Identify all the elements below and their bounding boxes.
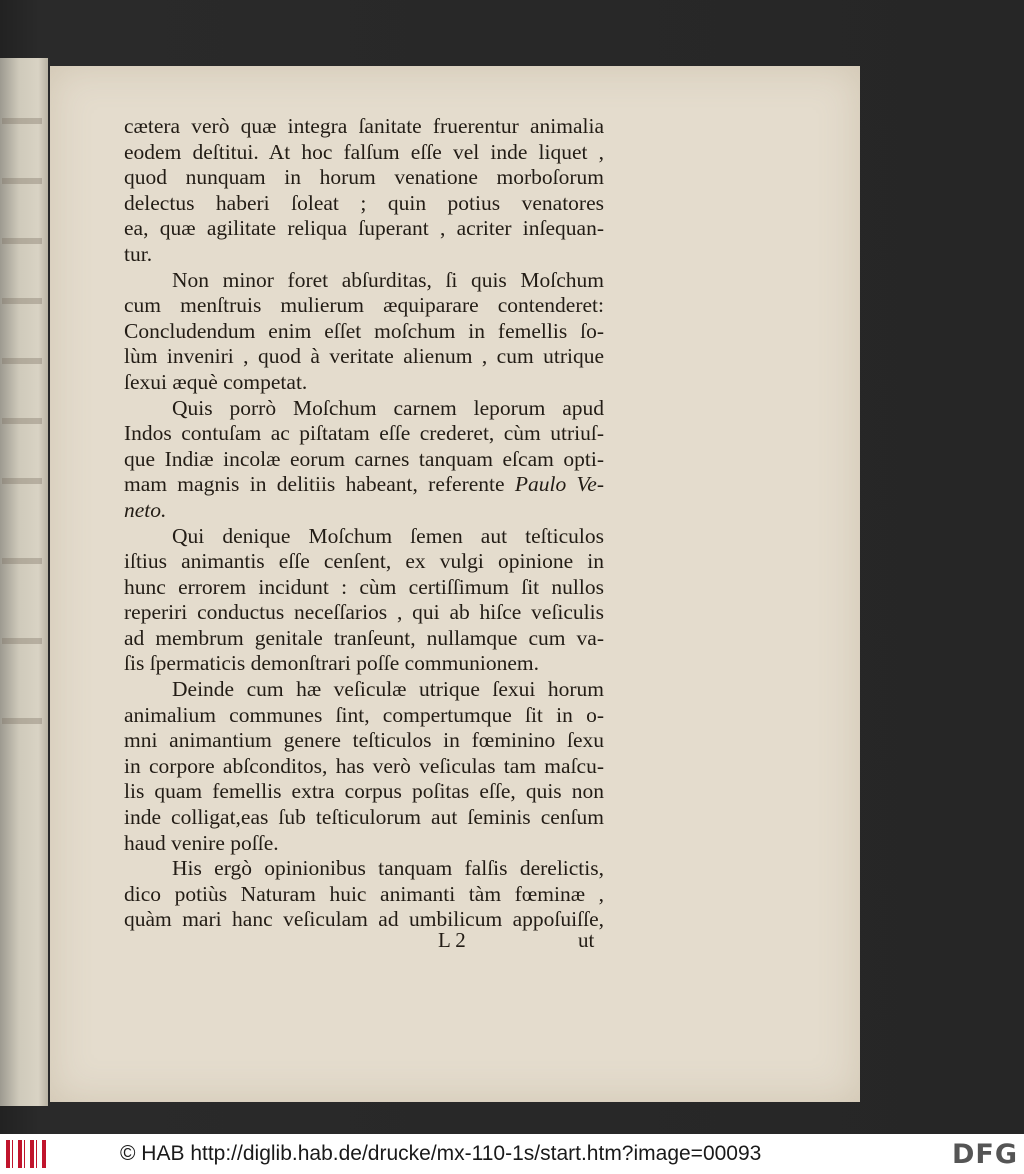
- source-credit-link[interactable]: © HAB http://diglib.hab.de/drucke/mx-110-1s/start.htm?image=00093: [120, 1142, 762, 1165]
- text-line: [124, 600, 604, 626]
- text-line: [124, 140, 604, 166]
- text-line: [124, 907, 604, 933]
- text-line: [124, 651, 604, 677]
- text-line-content: ea, quæ agilitate reliqua ſuperant , acriter inſequan-: [124, 216, 604, 241]
- text-line-content: Concludendum enim eſſet moſchum in femellis ſo-: [124, 318, 604, 343]
- text-line: [124, 549, 604, 575]
- text-line: [124, 396, 604, 422]
- text-line-content: Qui denique Moſchum ſemen aut teſticulos: [172, 523, 604, 548]
- text-line-content: lis quam femellis extra corpus poſitas eſſe, quis non: [124, 779, 604, 804]
- text-line-content: dico potiùs Naturam huic animanti tàm fœminæ ,: [124, 881, 604, 906]
- text-line: [124, 805, 604, 831]
- text-line-content: Indos contuſam ac piſtatam eſſe crederet, cùm utriuſ-: [124, 421, 604, 446]
- text-line-content: mni animantium genere teſticulos in fœminino ſexu: [124, 728, 604, 753]
- text-line: [124, 165, 604, 191]
- text-line-content: eodem deſtitui. At hoc falſum eſſe vel inde liquet ,: [124, 139, 604, 164]
- text-line: [124, 370, 604, 396]
- text-line: [124, 344, 604, 370]
- text-line-content: cætera verò quæ integra ſanitate fruerentur animalia: [124, 114, 604, 138]
- facing-page-edge: [0, 58, 48, 1106]
- signature-mark: L 2: [438, 928, 466, 952]
- text-line-content: His ergò opinionibus tanquam falſis derelictis,: [172, 856, 604, 881]
- text-line: [124, 754, 604, 780]
- text-line: [124, 524, 604, 550]
- text-line: [124, 319, 604, 345]
- text-line-content: Non minor foret abſurditas, ſi quis Moſchum: [172, 267, 604, 292]
- text-line: [124, 575, 604, 601]
- text-line-content: delectus haberi ſoleat ; quin potius venatores: [124, 190, 604, 215]
- text-line: [124, 831, 604, 857]
- book-page: [50, 66, 860, 1102]
- dfg-logo: DFG: [951, 1139, 1018, 1170]
- italic-name: neto.: [124, 497, 167, 522]
- text-line: [124, 447, 604, 473]
- text-line-content: Deinde cum hæ veſiculæ utrique ſexui horum: [172, 677, 604, 702]
- footer-bar: [0, 1134, 1024, 1174]
- text-line: [124, 421, 604, 447]
- text-line-content: ſis ſpermaticis demonſtrari poſſe communionem.: [124, 651, 539, 676]
- catchword: ut: [578, 928, 595, 952]
- text-line: [124, 216, 604, 242]
- text-line-content: quàm mari hanc veſiculam ad umbilicum appoſuiſſe,: [124, 907, 604, 932]
- text-line-content: tur.: [124, 241, 153, 266]
- text-line: [124, 882, 604, 908]
- text-line-content: reperiri conductus neceſſarios , qui ab hiſce veſiculis: [124, 600, 604, 625]
- text-line: [124, 703, 604, 729]
- page-text: [124, 114, 604, 933]
- text-line: [124, 191, 604, 217]
- text-line-content: haud venire poſſe.: [124, 830, 279, 855]
- text-line-content: in corpore abſconditos, has verò veſiculas tam maſcu-: [124, 753, 604, 778]
- text-line-content: ſexui æquè competat.: [124, 369, 308, 394]
- text-line-content: quod nunquam in horum venatione morboſorum: [124, 165, 604, 190]
- text-line-content: cum menſtruis mulierum æquiparare contenderet:: [124, 293, 604, 318]
- text-line-content: que Indiæ incolæ eorum carnes tanquam eſcam opti-: [124, 446, 604, 471]
- text-line: [124, 268, 604, 294]
- text-line-content: hunc errorem incidunt : cùm certiſſimum ſit nullos: [124, 574, 604, 599]
- text-line-content: mam magnis in delitiis habeant, referente: [124, 472, 505, 497]
- text-line: [124, 498, 604, 524]
- text-line-content: ad membrum genitale tranſeunt, nullamque cum va-: [124, 625, 604, 650]
- text-line: [124, 779, 604, 805]
- text-line: [124, 728, 604, 754]
- text-line: [124, 677, 604, 703]
- text-line: [124, 114, 604, 140]
- hab-logo-icon: [6, 1140, 46, 1168]
- text-line-content: iſtius animantis eſſe cenſent, ex vulgi opinione in: [124, 549, 604, 574]
- text-line-content: Quis porrò Moſchum carnem leporum apud: [172, 395, 604, 420]
- text-line-content: lùm inveniri , quod à veritate alienum , cum utrique: [124, 344, 604, 369]
- text-line: [124, 242, 604, 268]
- text-line: [124, 626, 604, 652]
- italic-name: Paulo Ve-: [514, 472, 605, 497]
- text-line-content: inde colligat,eas ſub teſticulorum aut ſeminis cenſum: [124, 805, 604, 830]
- text-line: [124, 293, 604, 319]
- text-line-content: animalium communes ſint, compertumque ſit in o-: [124, 702, 604, 727]
- text-line: [124, 856, 604, 882]
- text-line: [124, 472, 604, 498]
